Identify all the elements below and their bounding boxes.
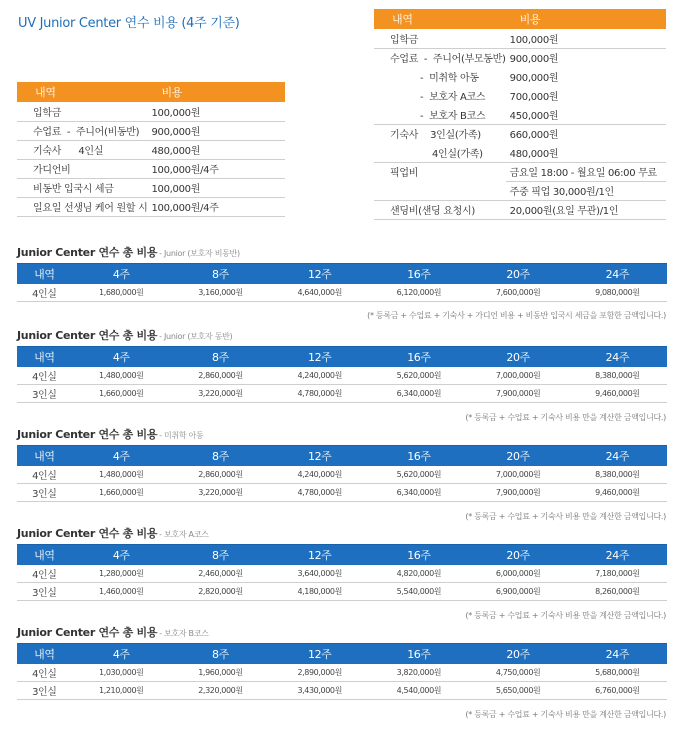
section-subtitle: - 미취학 아동 bbox=[159, 431, 204, 440]
section-title: Junior Center 연수 총 비용 - Junior (보호자 비동반) bbox=[17, 246, 240, 259]
fee-header-row: 내역 4주 8주 12주 16주 20주 24주 bbox=[17, 644, 667, 664]
header-cost: 비용 bbox=[147, 82, 285, 102]
row-label: 기숙사 bbox=[390, 130, 419, 142]
fee-header-row: 내역 4주 8주 12주 16주 20주 24주 bbox=[17, 264, 667, 284]
table-row: 4인실 1,280,000원 2,460,000원 3,640,000원 4,820,000원 6,000,000원 7,180,000원 bbox=[17, 565, 667, 583]
fee-header-row: 내역 4주 8주 12주 16주 20주 24주 bbox=[17, 446, 667, 466]
section-note: (* 등록금 + 수업료 + 기숙사 비용 만을 계산한 금액입니다.) bbox=[465, 611, 666, 620]
table-row: - 보호자 A코스 700,000원 bbox=[420, 92, 559, 103]
table-row: 가디언비 100,000원/4주 bbox=[17, 159, 285, 178]
table-row: 일요일 선생님 케어 원할 시 100,000원/4주 bbox=[17, 197, 285, 216]
table-row: 3인실 1,460,000원 2,820,000원 4,180,000원 5,540,000원 6,900,000원 8,260,000원 bbox=[17, 583, 667, 601]
table-row: 입학금 100,000원 bbox=[374, 29, 666, 48]
section-subtitle: - 보호자 B코스 bbox=[159, 629, 209, 638]
table-row: 4인실(가족) 480,000원 bbox=[374, 143, 666, 162]
left-fee-table bbox=[17, 82, 285, 217]
table-row: 4인실 1,480,000원 2,860,000원 4,240,000원 5,620,000원 7,000,000원 8,380,000원 bbox=[17, 367, 667, 385]
section-note: (* 등록금 + 수업료 + 기숙사 비용 만을 계산한 금액입니다.) bbox=[465, 710, 666, 719]
fee-table-guardian-b bbox=[17, 643, 667, 700]
table-row: 4인실 1,480,000원 2,860,000원 4,240,000원 5,620,000원 7,000,000원 8,380,000원 bbox=[17, 466, 667, 484]
row-sublabel: 3인실(가족) bbox=[430, 130, 481, 142]
right-fee-table bbox=[374, 9, 666, 220]
section-title: Junior Center 연수 총 비용 - Junior (보호자 동반) bbox=[17, 329, 233, 342]
header-item: 내역 bbox=[17, 82, 147, 102]
fee-header-row: 내역 4주 8주 12주 16주 20주 24주 bbox=[17, 545, 667, 565]
fee-table-preschool bbox=[17, 445, 667, 502]
header-item: 내역 bbox=[374, 9, 506, 29]
section-title: Junior Center 연수 총 비용 - 보호자 B코스 bbox=[17, 626, 209, 639]
table-row: 비동반 입국시 세금 100,000원 bbox=[17, 178, 285, 197]
section-subtitle: - 보호자 A코스 bbox=[159, 530, 209, 539]
table-row: 수업료 - 주니어(비동반) 900,000원 bbox=[17, 121, 285, 140]
table-row: 픽업비 금요일 18:00 - 월요일 06:00 무료 bbox=[374, 162, 666, 181]
table-row: 기숙사 4인실 480,000원 bbox=[17, 140, 285, 159]
fee-table-junior-unaccompanied bbox=[17, 263, 667, 302]
section-title: Junior Center 연수 총 비용 - 보호자 A코스 bbox=[17, 527, 209, 540]
section-title: Junior Center 연수 총 비용 - 미취학 아동 bbox=[17, 428, 204, 441]
table-row: 수업료 - 주니어(부모동반) 900,000원 bbox=[390, 54, 559, 66]
table-row: 기숙사 3인실(가족) 660,000원 bbox=[390, 130, 559, 142]
section-subtitle: - Junior (보호자 비동반) bbox=[159, 249, 240, 258]
page-title: UV Junior Center 연수 비용 (4주 기준) bbox=[18, 16, 240, 31]
table-row: 3인실 1,660,000원 3,220,000원 4,780,000원 6,340,000원 7,900,000원 9,460,000원 bbox=[17, 484, 667, 502]
table-row: 4인실 1,680,000원 3,160,000원 4,640,000원 6,120,000원 7,600,000원 9,080,000원 bbox=[17, 284, 667, 302]
table-row: 4인실 1,030,000원 1,960,000원 2,890,000원 3,820,000원 4,750,000원 5,680,000원 bbox=[17, 664, 667, 682]
fee-header-row: 내역 4주 8주 12주 16주 20주 24주 bbox=[17, 347, 667, 367]
fee-table-junior-accompanied bbox=[17, 346, 667, 403]
table-row: 주중 픽업 30,000원/1인 bbox=[374, 181, 666, 200]
table-row: - 미취학 아동 900,000원 bbox=[420, 73, 559, 84]
section-note: (* 등록금 + 수업료 + 기숙사 비용 만을 계산한 금액입니다.) bbox=[465, 413, 666, 422]
fee-table-guardian-a bbox=[17, 544, 667, 601]
row-sublabel: 4인실(가족) bbox=[432, 148, 483, 160]
table-row: 3인실 1,210,000원 2,320,000원 3,430,000원 4,540,000원 5,650,000원 6,760,000원 bbox=[17, 682, 667, 700]
table-row: - 보호자 B코스 450,000원 bbox=[374, 105, 666, 124]
table-row: 입학금 100,000원 bbox=[17, 102, 285, 121]
table-row: 샌딩비(샌딩 요청시) 20,000원(요일 무관)/1인 bbox=[374, 200, 666, 219]
section-subtitle: - Junior (보호자 동반) bbox=[159, 332, 233, 341]
section-note: (* 등록금 + 수업료 + 기숙사 + 가디언 비용 + 비동반 입국시 세금을 포함한 금액입니다.) bbox=[367, 311, 666, 320]
section-note: (* 등록금 + 수업료 + 기숙사 비용 만을 계산한 금액입니다.) bbox=[465, 512, 666, 521]
table-row: 3인실 1,660,000원 3,220,000원 4,780,000원 6,340,000원 7,900,000원 9,460,000원 bbox=[17, 385, 667, 403]
header-cost: 비용 bbox=[506, 9, 666, 29]
